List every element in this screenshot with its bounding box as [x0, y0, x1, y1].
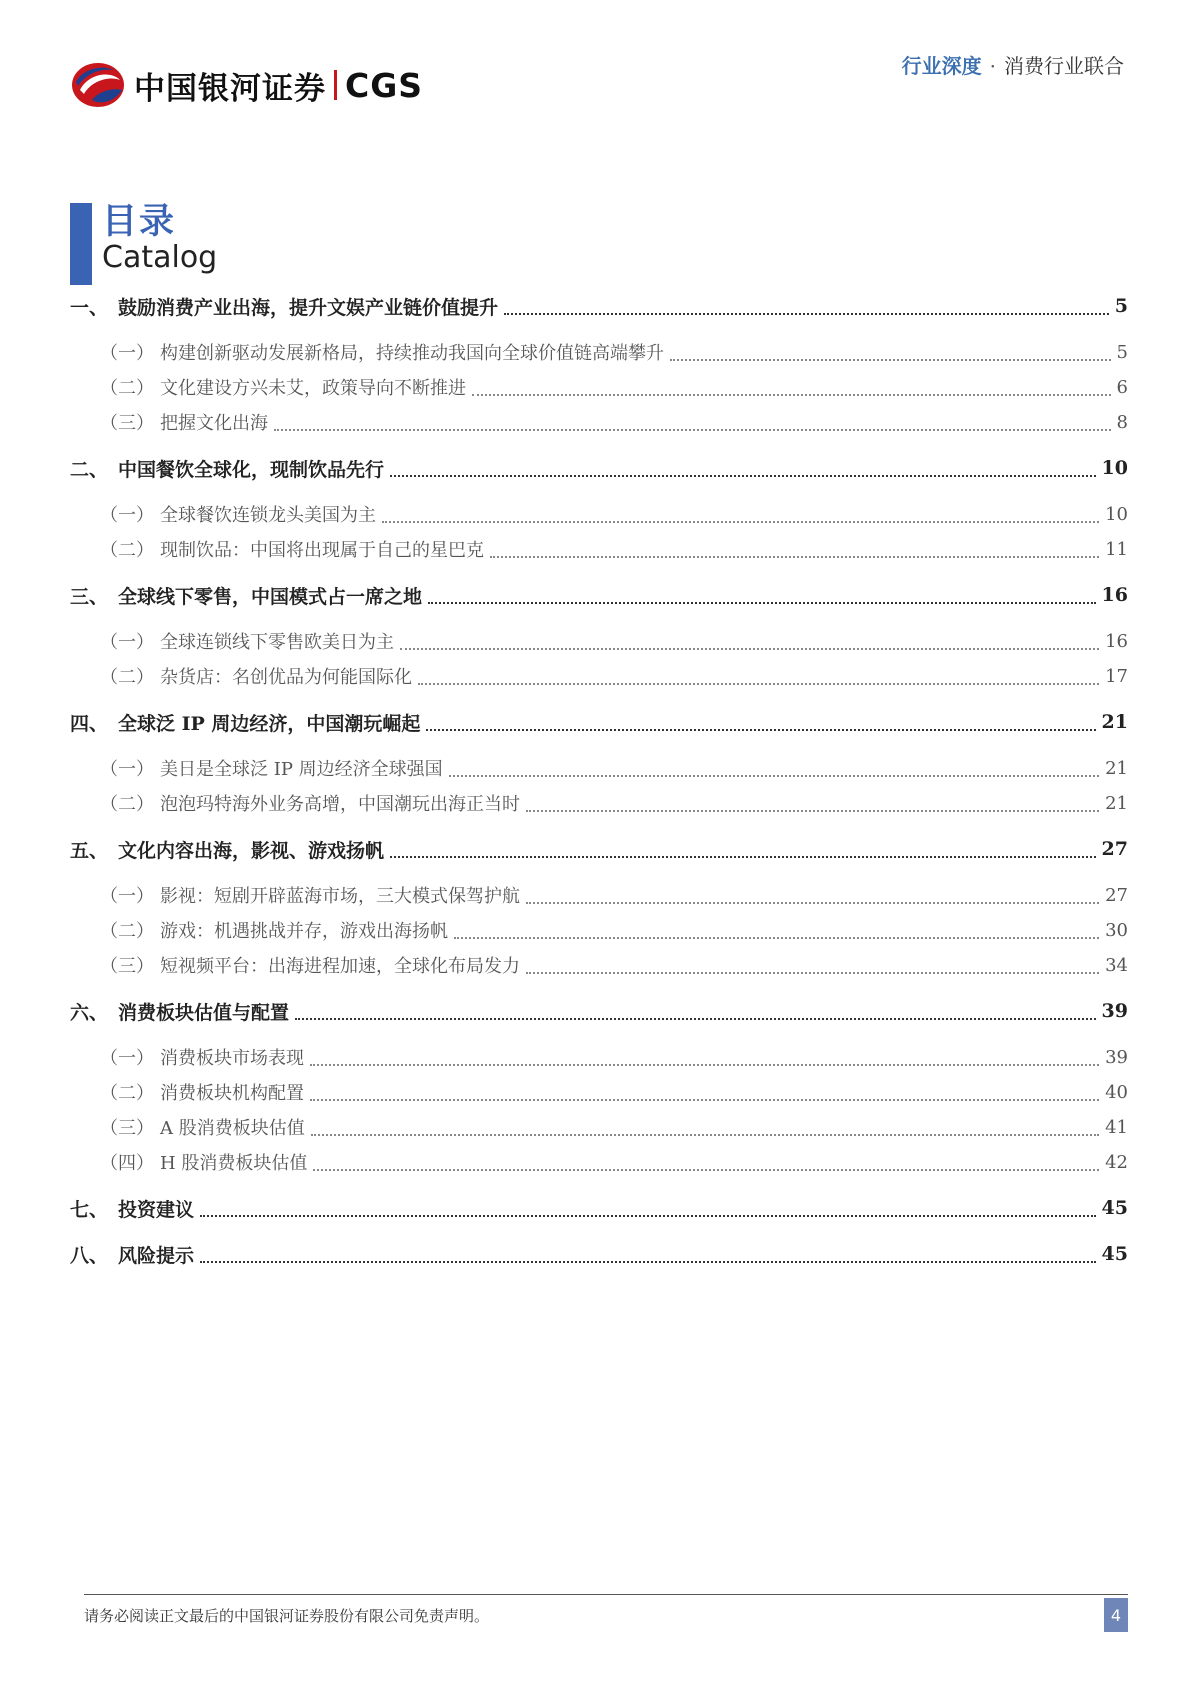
- toc-leader-dots: [311, 1134, 1099, 1136]
- catalog-title-chinese: 目录: [102, 201, 177, 242]
- toc-entry-number: （二）: [100, 1083, 154, 1104]
- toc-entry-number: （一）: [100, 505, 154, 526]
- toc-leader-dots: [295, 1018, 1096, 1020]
- toc-leader-dots: [200, 1215, 1096, 1217]
- toc-entry-number: 二、: [70, 458, 109, 481]
- toc-entry-title: 消费板块估值与配置: [118, 1001, 290, 1024]
- page-number: 4: [1104, 1598, 1128, 1632]
- toc-entry-number: （四）: [100, 1153, 154, 1174]
- toc-entry-page: 41: [1105, 1116, 1128, 1138]
- toc-entry-title: 影视：短剧开辟蓝海市场，三大模式保驾护航: [160, 886, 520, 907]
- toc-entry-number: （三）: [100, 956, 154, 977]
- toc-subsection-entry[interactable]: [70, 753, 1128, 783]
- toc-leader-dots: [390, 475, 1096, 477]
- toc-entry-number: （二）: [100, 540, 154, 561]
- toc-entry-title: 全球线下零售，中国模式占一席之地: [118, 585, 423, 608]
- toc-leader-dots: [449, 775, 1099, 777]
- toc-leader-dots: [454, 937, 1099, 939]
- report-name: 消费行业联合: [1004, 54, 1124, 78]
- catalog-title-bar: [70, 203, 92, 285]
- toc-entry-title: 美日是全球泛 IP 周边经济全球强国: [160, 759, 443, 780]
- toc-leader-dots: [504, 313, 1109, 315]
- toc-leader-dots: [400, 648, 1099, 650]
- toc-subsection-entry[interactable]: [70, 915, 1128, 945]
- company-logo: [70, 58, 423, 112]
- toc-entry-title: 泡泡玛特海外业务高增，中国潮玩出海正当时: [160, 794, 520, 815]
- toc-entry-page: 11: [1105, 538, 1128, 560]
- toc-leader-dots: [382, 521, 1099, 523]
- toc-entry-title: 文化内容出海，影视、游戏扬帆: [118, 839, 385, 862]
- toc-leader-dots: [490, 556, 1099, 558]
- toc-entry-number: （一）: [100, 1048, 154, 1069]
- toc-leader-dots: [274, 429, 1111, 431]
- logo-chinese-name: 中国银河证券: [134, 70, 326, 107]
- toc-section-entry[interactable]: [70, 707, 1128, 737]
- toc-section-entry[interactable]: [70, 1193, 1128, 1223]
- toc-entry-title: 全球餐饮连锁龙头美国为主: [160, 505, 376, 526]
- toc-leader-dots: [472, 394, 1111, 396]
- toc-subsection-entry[interactable]: [70, 1042, 1128, 1072]
- toc-entry-page: 6: [1116, 376, 1128, 398]
- toc-entry-title: 现制饮品：中国将出现属于自己的星巴克: [160, 540, 484, 561]
- footer-disclaimer: 请务必阅读正文最后的中国银河证券股份有限公司免责声明。: [84, 1607, 490, 1625]
- toc-subsection-entry[interactable]: [70, 1112, 1128, 1142]
- toc-section-entry[interactable]: [70, 834, 1128, 864]
- toc-entry-page: 39: [1101, 1000, 1128, 1022]
- toc-entry-number: （二）: [100, 794, 154, 815]
- toc-subsection-entry[interactable]: [70, 372, 1128, 402]
- toc-entry-page: 34: [1105, 954, 1128, 976]
- toc-entry-title: 鼓励消费产业出海，提升文娱产业链价值提升: [118, 296, 499, 319]
- toc-entry-title: 游戏：机遇挑战并存，游戏出海扬帆: [160, 921, 448, 942]
- toc-entry-title: A 股消费板块估值: [160, 1118, 305, 1139]
- toc-entry-page: 10: [1101, 457, 1128, 479]
- toc-entry-number: （一）: [100, 759, 154, 780]
- toc-entry-number: 三、: [70, 585, 109, 608]
- toc-subsection-entry[interactable]: [70, 337, 1128, 367]
- toc-subsection-entry[interactable]: [70, 950, 1128, 980]
- toc-entry-page: 42: [1105, 1151, 1128, 1173]
- toc-leader-dots: [526, 902, 1099, 904]
- report-header: [902, 50, 1124, 79]
- toc-section-entry[interactable]: [70, 453, 1128, 483]
- toc-leader-dots: [670, 359, 1111, 361]
- toc-leader-dots: [526, 972, 1099, 974]
- toc-leader-dots: [310, 1099, 1099, 1101]
- toc-leader-dots: [310, 1064, 1099, 1066]
- toc-entry-page: 40: [1105, 1081, 1128, 1103]
- toc-leader-dots: [428, 602, 1096, 604]
- toc-entry-number: 七、: [70, 1198, 109, 1221]
- toc-section-entry[interactable]: [70, 996, 1128, 1026]
- toc-entry-title: 全球连锁线下零售欧美日为主: [160, 632, 394, 653]
- toc-entry-number: （二）: [100, 378, 154, 399]
- toc-entry-page: 30: [1105, 919, 1128, 941]
- toc-entry-number: （二）: [100, 667, 154, 688]
- toc-entry-number: （一）: [100, 343, 154, 364]
- toc-section-entry[interactable]: [70, 1239, 1128, 1269]
- toc-entry-page: 21: [1105, 792, 1128, 814]
- toc-entry-page: 21: [1101, 711, 1128, 733]
- toc-entry-number: （三）: [100, 413, 154, 434]
- footer-divider: [84, 1594, 1128, 1595]
- toc-entry-page: 45: [1101, 1243, 1128, 1265]
- toc-entry-number: 五、: [70, 839, 109, 862]
- toc-subsection-entry[interactable]: [70, 499, 1128, 529]
- toc-entry-number: 四、: [70, 712, 109, 735]
- toc-entry-title: 短视频平台：出海进程加速，全球化布局发力: [160, 956, 520, 977]
- toc-entry-title: 文化建设方兴未艾，政策导向不断推进: [160, 378, 466, 399]
- toc-leader-dots: [418, 683, 1099, 685]
- toc-entry-title: 风险提示: [118, 1244, 195, 1267]
- toc-entry-page: 39: [1105, 1046, 1128, 1068]
- toc-subsection-entry[interactable]: [70, 534, 1128, 564]
- toc-entry-page: 10: [1105, 503, 1128, 525]
- toc-entry-title: 消费板块机构配置: [160, 1083, 304, 1104]
- catalog-title-english: Catalog: [102, 240, 218, 275]
- toc-entry-page: 27: [1105, 884, 1128, 906]
- toc-entry-title: 消费板块市场表现: [160, 1048, 304, 1069]
- toc-entry-title: 全球泛 IP 周边经济，中国潮玩崛起: [118, 712, 421, 735]
- toc-entry-page: 8: [1116, 411, 1128, 433]
- toc-leader-dots: [313, 1169, 1099, 1171]
- toc-subsection-entry[interactable]: [70, 1077, 1128, 1107]
- toc-entry-number: （一）: [100, 886, 154, 907]
- toc-section-entry[interactable]: [70, 291, 1128, 321]
- toc-entry-page: 16: [1105, 630, 1128, 652]
- toc-entry-title: 构建创新驱动发展新格局，持续推动我国向全球价值链高端攀升: [160, 343, 664, 364]
- toc-section-entry[interactable]: [70, 580, 1128, 610]
- toc-subsection-entry[interactable]: [70, 626, 1128, 656]
- toc-leader-dots: [200, 1261, 1096, 1263]
- toc-leader-dots: [390, 856, 1096, 858]
- header-dot: ·: [989, 54, 996, 78]
- toc-entry-page: 21: [1105, 757, 1128, 779]
- logo-separator: [334, 70, 337, 100]
- toc-entry-number: 一、: [70, 296, 109, 319]
- toc-leader-dots: [526, 810, 1099, 812]
- report-category: 行业深度: [901, 54, 982, 78]
- toc-entry-number: 八、: [70, 1244, 109, 1267]
- toc-entry-page: 5: [1114, 295, 1128, 317]
- toc-entry-title: 杂货店：名创优品为何能国际化: [160, 667, 412, 688]
- toc-entry-page: 5: [1116, 341, 1128, 363]
- cgs-logo-icon: [70, 60, 126, 110]
- toc-leader-dots: [426, 729, 1095, 731]
- toc-subsection-entry[interactable]: [70, 407, 1128, 437]
- toc-entry-number: 六、: [70, 1001, 109, 1024]
- toc-entry-title: 投资建议: [118, 1198, 195, 1221]
- toc-entry-page: 27: [1101, 838, 1128, 860]
- toc-entry-page: 16: [1101, 584, 1128, 606]
- toc-entry-number: （三）: [100, 1118, 154, 1139]
- toc-entry-title: H 股消费板块估值: [160, 1153, 308, 1174]
- toc-entry-title: 中国餐饮全球化，现制饮品先行: [118, 458, 385, 481]
- toc-subsection-entry[interactable]: [70, 880, 1128, 910]
- toc-subsection-entry[interactable]: [70, 1147, 1128, 1177]
- toc-entry-number: （一）: [100, 632, 154, 653]
- toc-subsection-entry[interactable]: [70, 661, 1128, 691]
- toc-entry-number: （二）: [100, 921, 154, 942]
- toc-entry-title: 把握文化出海: [160, 413, 268, 434]
- toc-entry-page: 45: [1101, 1197, 1128, 1219]
- logo-english-name: CGS: [345, 65, 424, 105]
- toc-entry-page: 17: [1105, 665, 1128, 687]
- toc-subsection-entry[interactable]: [70, 788, 1128, 818]
